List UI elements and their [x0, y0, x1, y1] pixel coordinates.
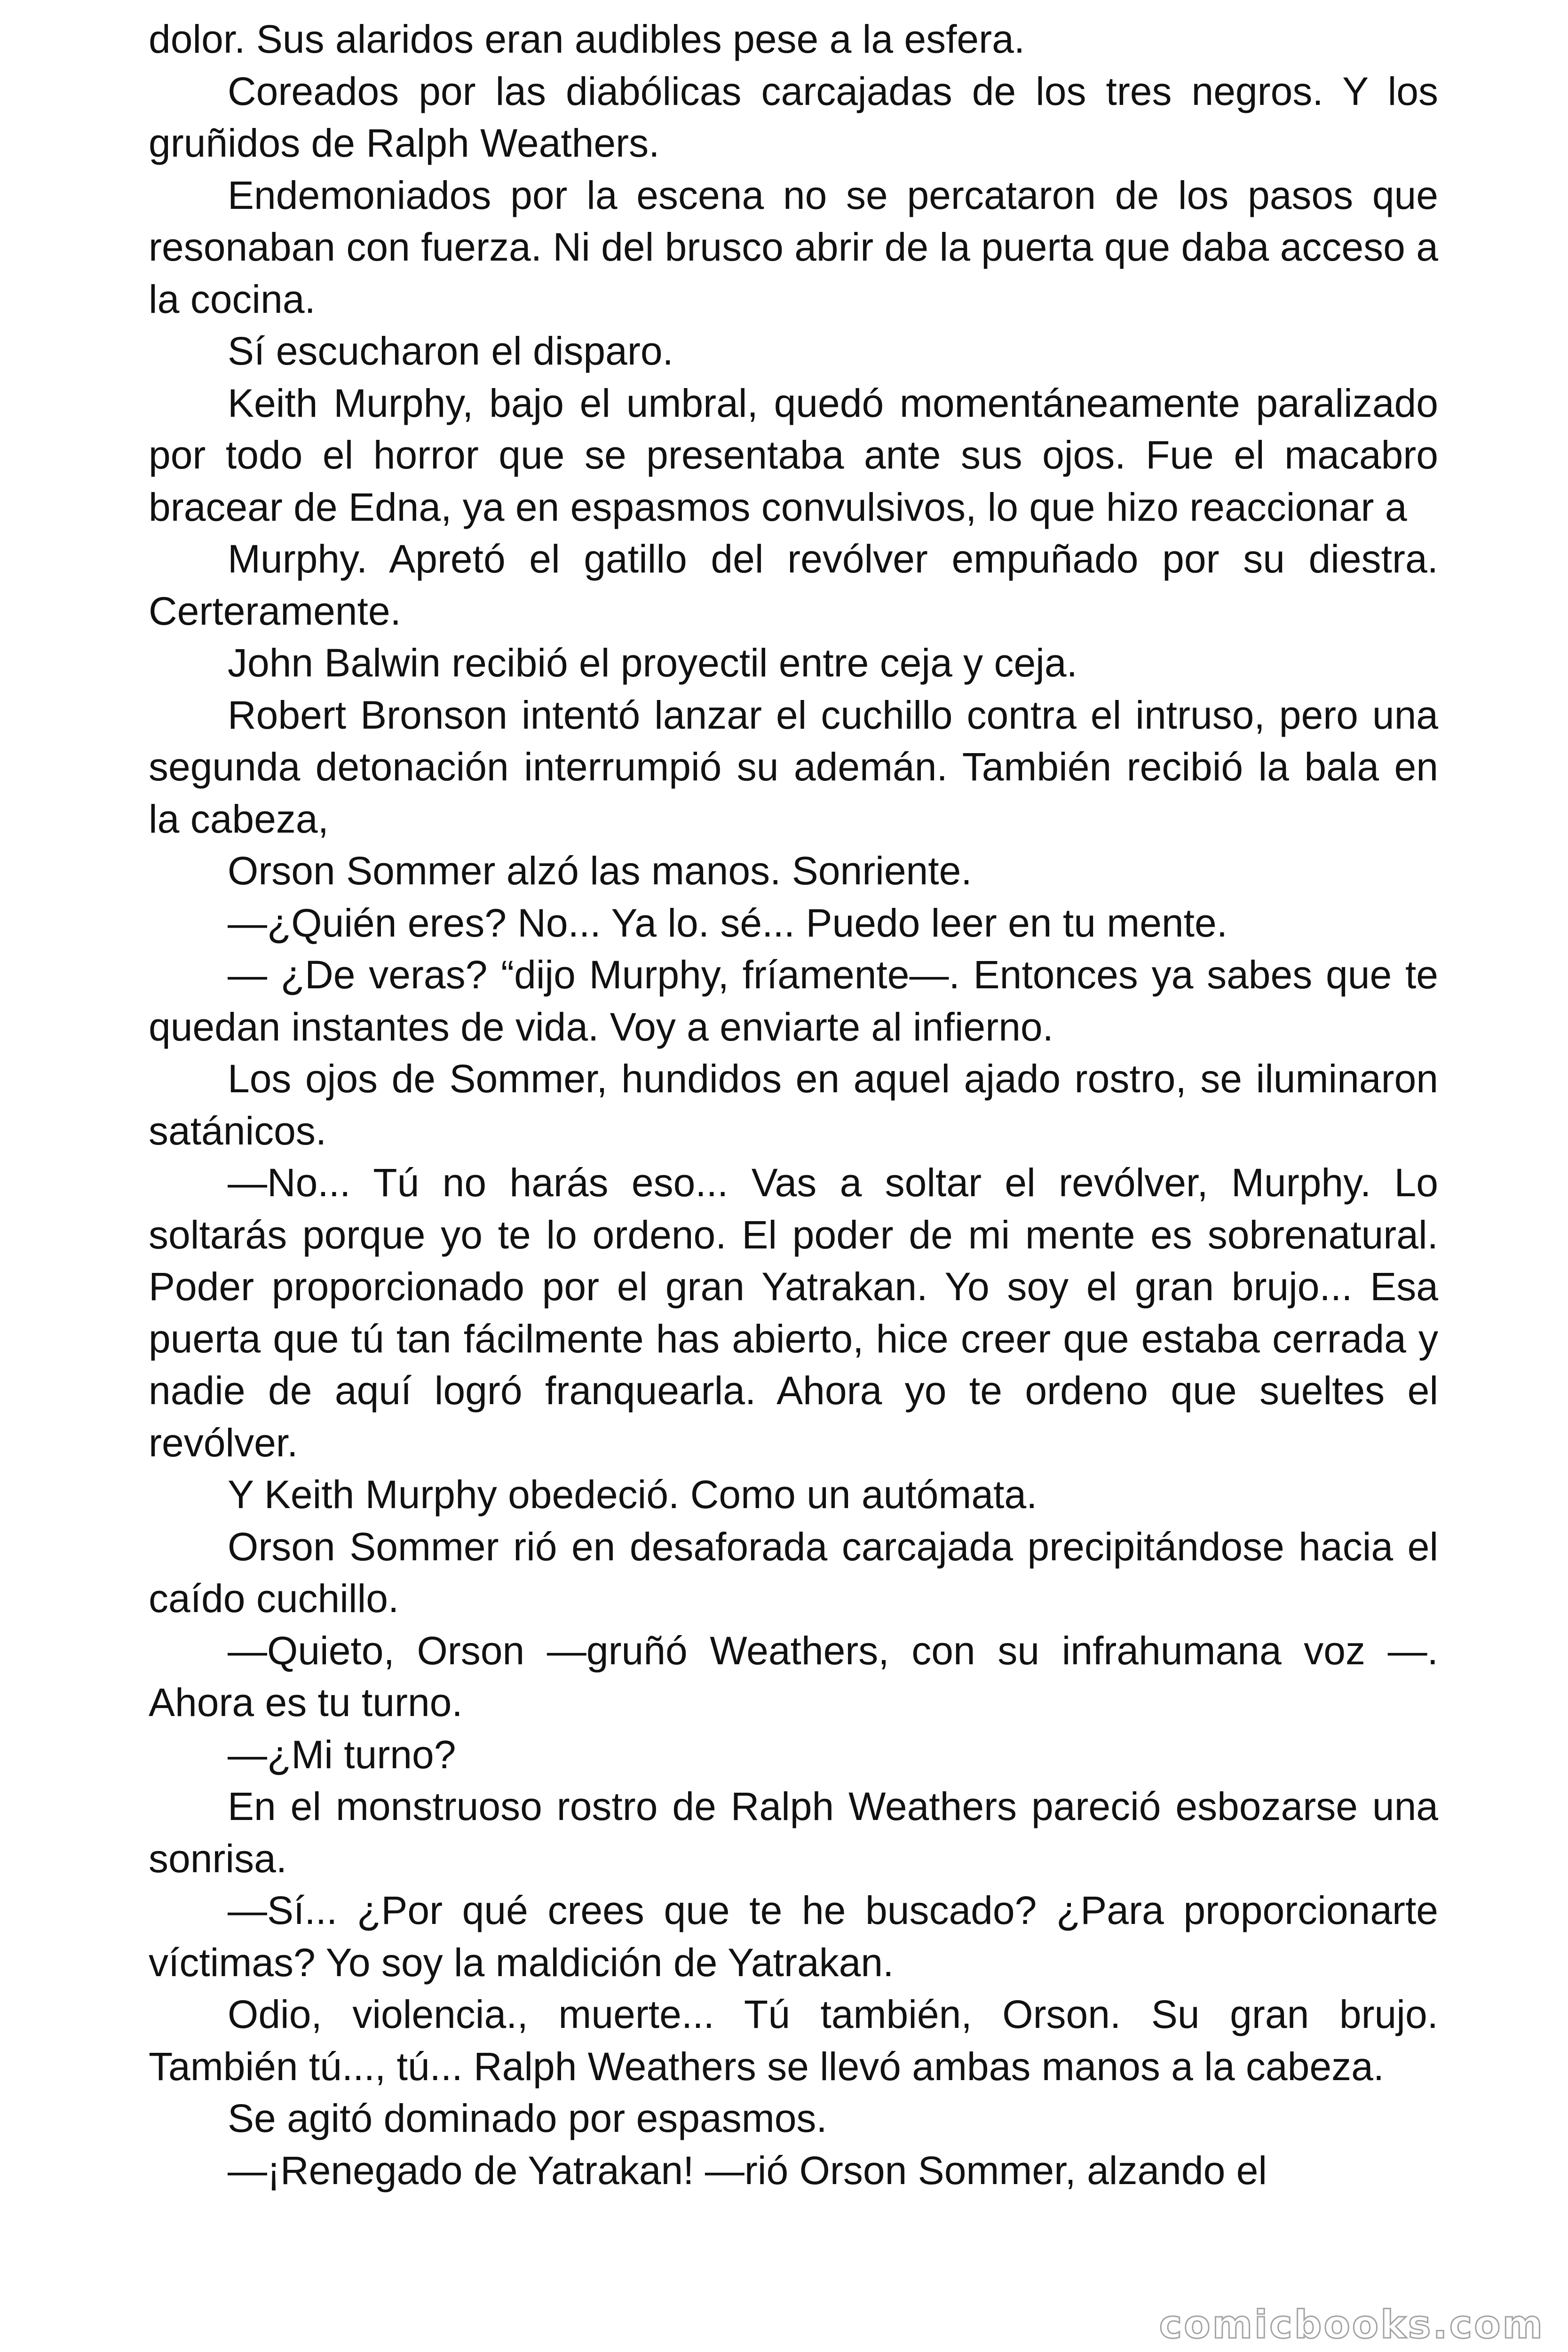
paragraph: Se agitó dominado por espasmos. — [228, 2096, 827, 2140]
paragraph: Coreados por las diabólicas carcajadas de los tres negros. Y los gruñidos de Ralph Weathers. — [149, 69, 1438, 165]
paragraph: —¿Quién eres? No... Ya lo. sé... Puedo leer en tu mente. — [228, 900, 1228, 945]
paragraph: —Sí... ¿Por qué crees que te he buscado? ¿Para proporcionarte víctimas? Yo soy la maldición de Yatrakan. — [149, 1888, 1438, 1985]
paragraph: —No... Tú no harás eso... Vas a soltar el revólver, Murphy. Lo soltarás porque yo te lo ordeno. El poder de mi mente es sobrenatural. Poder proporcionado por el gran Yatrakan. Yo soy el gran brujo... Esa puerta que tú tan fácilmente has abierto, hice creer que estaba cerrada y nadie de aquí logró franquearla. Ahora yo te ordeno que sueltes el revólver. — [149, 1160, 1438, 1465]
paragraph: —¡Renegado de Yatrakan! —rió Orson Sommer, alzando el — [228, 2148, 1267, 2193]
paragraph: Sí escucharon el disparo. — [228, 329, 673, 373]
paragraph: Endemoniados por la escena no se percataron de los pasos que resonaban con fuerza. Ni del brusco abrir de la puerta que daba acceso a la cocina. — [149, 173, 1438, 321]
paragraph: dolor. Sus alaridos eran audibles pese a la esfera. — [149, 17, 1025, 61]
paragraph: Odio, violencia., muerte... Tú también, Orson. Su gran brujo. También tú..., tú... Ralph Weathers se llevó ambas manos a la cabeza. — [149, 1992, 1438, 2089]
paragraph: — ¿De veras? “dijo Murphy, fríamente—. Entonces ya sabes que te quedan instantes de vida. Voy a enviarte al infierno. — [149, 953, 1438, 1049]
paragraph: Murphy. Apretó el gatillo del revólver empuñado por su diestra. Certeramente. — [149, 537, 1438, 633]
paragraph: Orson Sommer rió en desaforada carcajada precipitándose hacia el caído cuchillo. — [149, 1524, 1438, 1621]
paragraph: Keith Murphy, bajo el umbral, quedó momentáneamente paralizado por todo el horror que se presentaba ante sus ojos. Fue el macabro bracear de Edna, ya en espasmos convulsivos, lo que hizo reaccionar a — [149, 381, 1438, 529]
paragraph: Orson Sommer alzó las manos. Sonriente. — [228, 849, 972, 893]
paragraph: En el monstruoso rostro de Ralph Weathers pareció esbozarse una sonrisa. — [149, 1784, 1438, 1881]
page-text — [149, 13, 1438, 2196]
paragraph: Robert Bronson intentó lanzar el cuchillo contra el intruso, pero una segunda detonación interrumpió su ademán. También recibió la bala en la cabeza, — [149, 692, 1438, 841]
watermark-logo: comicbooks.com — [1159, 2303, 1544, 2347]
paragraph: John Balwin recibió el proyectil entre ceja y ceja. — [228, 641, 1077, 685]
paragraph: —¿Mi turno? — [228, 1732, 456, 1777]
paragraph: Y Keith Murphy obedeció. Como un autómata. — [228, 1472, 1037, 1517]
paragraph: Los ojos de Sommer, hundidos en aquel ajado rostro, se iluminaron satánicos. — [149, 1057, 1438, 1153]
paragraph: —Quieto, Orson —gruñó Weathers, con su infrahumana voz —. Ahora es tu turno. — [149, 1628, 1438, 1724]
